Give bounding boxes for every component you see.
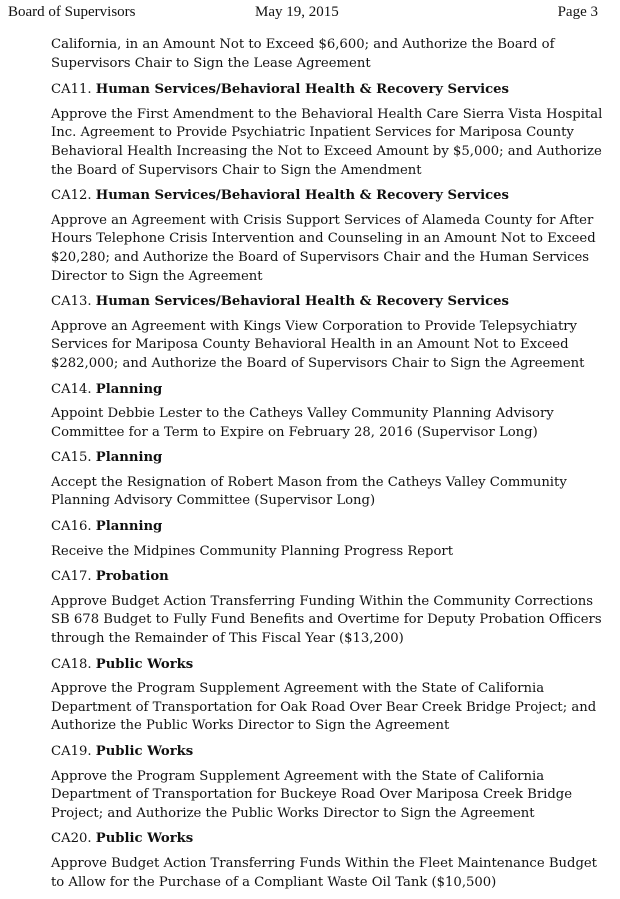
item-description: Approve the Program Supplement Agreement with the State of California Department of Transportation for Buckeye Road Over Mariposa Creek Bridge Project; and Authorize the Public Works Director to Sign the Agreement [51, 768, 573, 821]
item-description: Approve an Agreement with Kings View Corporation to Provide Telepsychiatry Services for Mariposa County Behavioral Health in an Amount Not to Exceed $282,000; and Authorize the Board of Supervisors Chair to Sign the Agreement [51, 318, 585, 371]
item-number: CA14. [51, 381, 92, 397]
agenda-item [51, 830, 603, 892]
item-department: Human Services/Behavioral Health & Recovery Services [95, 294, 509, 310]
item-department: Probation [95, 569, 169, 585]
agenda-item [51, 449, 603, 511]
item-number: CA13. [51, 294, 92, 310]
agenda-item-heading [51, 187, 603, 206]
header-date: May 19, 2015 [255, 4, 339, 20]
item-number: CA15. [51, 450, 92, 466]
agenda-item [51, 518, 603, 561]
agenda-item-heading [51, 293, 603, 312]
agenda-item-heading [51, 81, 603, 100]
item-number: CA19. [51, 744, 92, 759]
item-department: Public Works [95, 744, 194, 759]
item-department: Public Works [95, 831, 194, 847]
item-department: Human Services/Behavioral Health & Recovery Services [95, 82, 509, 98]
item-number: CA18. [51, 656, 92, 672]
agenda-item [51, 293, 603, 373]
header-board-name: Board of Supervisors [8, 4, 136, 20]
agenda-item-heading [51, 743, 603, 762]
item-department: Human Services/Behavioral Health & Recovery Services [95, 188, 509, 204]
continued-item-text: California, in an Amount Not to Exceed $6,600; and Authorize the Board of Supervisors Chair to Sign the Lease Agreement [51, 37, 555, 71]
item-description: Approve Budget Action Transferring Funds Within the Fleet Maintenance Budget to Allow for the Purchase of a Compliant Waste Oil Tank ($10,500) [51, 855, 597, 890]
agenda-content [51, 36, 603, 899]
item-description: Appoint Debbie Lester to the Catheys Valley Community Planning Advisory Committee for a Term to Expire on February 28, 2016 (Supervisor Long) [51, 406, 554, 440]
agenda-item [51, 381, 603, 443]
agenda-item-heading [51, 449, 603, 468]
agenda-item [51, 81, 603, 180]
agenda-item [51, 656, 603, 736]
item-department: Planning [95, 450, 163, 466]
item-number: CA20. [51, 831, 92, 847]
page-header [0, 0, 620, 24]
agenda-item-heading [51, 656, 603, 675]
agenda-item-heading [51, 518, 603, 537]
agenda-item [51, 187, 603, 286]
item-description: Approve Budget Action Transferring Funding Within the Community Corrections SB 678 Budget to Fully Fund Benefits and Overtime for Deputy Probation Officers through the Remainder of This Fiscal Year ($13,200) [51, 593, 602, 647]
item-description: Receive the Midpines Community Planning Progress Report [51, 543, 454, 559]
agenda-item-heading [51, 381, 603, 400]
item-description: Approve the First Amendment to the Behavioral Health Care Sierra Vista Hospital Inc. Agreement to Provide Psychiatric Inpatient Services for Mariposa County Behavioral Health Increasing the Not to Exceed Amount by $5,000; and Authorize the Board of Supervisors Chair to Sign the Amendment [51, 106, 603, 178]
header-page-number: Page 3 [557, 4, 598, 20]
item-description: Accept the Resignation of Robert Mason from the Catheys Valley Community Planning Advisory Committee (Supervisor Long) [51, 474, 567, 509]
item-number: CA17. [51, 569, 92, 585]
item-department: Public Works [95, 656, 194, 672]
item-department: Planning [95, 381, 163, 397]
agenda-item [51, 568, 603, 648]
item-number: CA11. [51, 82, 92, 98]
item-description: Approve the Program Supplement Agreement with the State of California Department of Transportation for Oak Road Over Bear Creek Bridge Project; and Authorize the Public Works Director to Sign the Agreement [51, 681, 597, 734]
agenda-item-heading [51, 568, 603, 587]
item-description: Approve an Agreement with Crisis Support Services of Alameda County for After Hours Telephone Crisis Intervention and Counseling in an Amount Not to Exceed $20,280; and Authorize the Board of Supervisors Chair and the Human Services Director to Sign the Agreement [51, 212, 596, 284]
item-number: CA16. [51, 519, 92, 535]
agenda-item [51, 743, 603, 823]
item-number: CA12. [51, 188, 92, 204]
item-department: Planning [95, 519, 163, 535]
agenda-item-heading [51, 830, 603, 849]
